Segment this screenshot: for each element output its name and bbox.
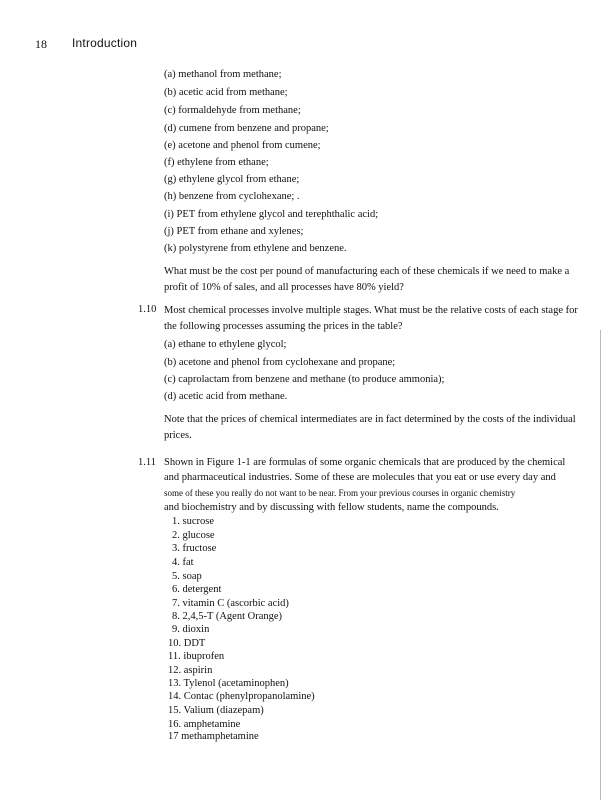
problem-text: Most chemical processes involve multiple stages. What must be the relative costs of each stage for the following processes assuming the prices in the table?	[164, 305, 578, 332]
list-item: (b) acetic acid from methane;	[164, 87, 288, 98]
problem-text-line: and pharmaceutical industries. Some of these are molecules that you eat or use every day and	[164, 472, 556, 483]
compound-item: 8. 2,4,5-T (Agent Orange)	[172, 611, 283, 622]
compound-item: 7. vitamin C (ascorbic acid)	[172, 598, 289, 609]
list-item: (e) acetone and phenol from cumene;	[164, 140, 321, 151]
note-paragraph: Note that the prices of chemical intermediates are in fact determined by the costs of the individual prices.	[164, 414, 576, 441]
problem-number: 1.11	[138, 457, 156, 468]
scan-edge	[600, 330, 601, 800]
list-item: (k) polystyrene from ethylene and benzene.	[164, 243, 347, 254]
problem-text-line: Shown in Figure 1-1 are formulas of some organic chemicals that are produced by the chemical	[164, 457, 566, 468]
compound-item: 17 methamphetamine	[168, 731, 259, 742]
question-paragraph: What must be the cost per pound of manufacturing each of these chemicals if we need to make a profit of 10% of sales, and all processes have 80% yield?	[164, 266, 570, 293]
running-head: Introduction	[72, 36, 138, 50]
list-item: (j) PET from ethane and xylenes;	[164, 226, 304, 237]
list-item: (c) caprolactam from benzene and methane (to produce ammonia);	[164, 374, 445, 385]
compound-item: 11. ibuprofen	[168, 651, 225, 662]
compound-item: 16. amphetamine	[168, 719, 241, 730]
list-item: (d) cumene from benzene and propane;	[164, 123, 329, 134]
problem-text-line: some of these you really do not want to be near. From your previous courses in organic chemistry	[164, 488, 516, 498]
compound-item: 4. fat	[172, 557, 194, 568]
problem-number: 1.10	[138, 304, 157, 315]
compound-item: 1. sucrose	[172, 516, 214, 527]
compound-item: 10. DDT	[168, 638, 206, 649]
compound-item: 5. soap	[172, 571, 202, 582]
problem-text-line: and biochemistry and by discussing with fellow students, name the compounds.	[164, 502, 499, 513]
compound-item: 12. aspirin	[168, 665, 213, 676]
list-item: (i) PET from ethylene glycol and terephthalic acid;	[164, 209, 379, 220]
compound-item: 9. dioxin	[172, 624, 210, 635]
compound-item: 6. detergent	[172, 584, 222, 595]
list-item: (b) acetone and phenol from cyclohexane and propane;	[164, 357, 396, 368]
compound-item: 14. Contac (phenylpropanolamine)	[168, 691, 315, 702]
list-item: (a) methanol from methane;	[164, 69, 282, 80]
compound-item: 13. Tylenol (acetaminophen)	[168, 678, 289, 689]
list-item: (c) formaldehyde from methane;	[164, 105, 301, 116]
list-item: (g) ethylene glycol from ethane;	[164, 174, 300, 185]
compound-item: 3. fructose	[172, 543, 217, 554]
list-item: (d) acetic acid from methane.	[164, 391, 288, 402]
compound-item: 15. Valium (diazepam)	[168, 705, 264, 716]
page-header	[35, 37, 575, 55]
list-item: (h) benzene from cyclohexane; .	[164, 191, 300, 202]
list-item: (f) ethylene from ethane;	[164, 157, 269, 168]
page-number: 18	[35, 37, 47, 51]
compound-item: 2. glucose	[172, 530, 215, 541]
list-item: (a) ethane to ethylene glycol;	[164, 339, 287, 350]
